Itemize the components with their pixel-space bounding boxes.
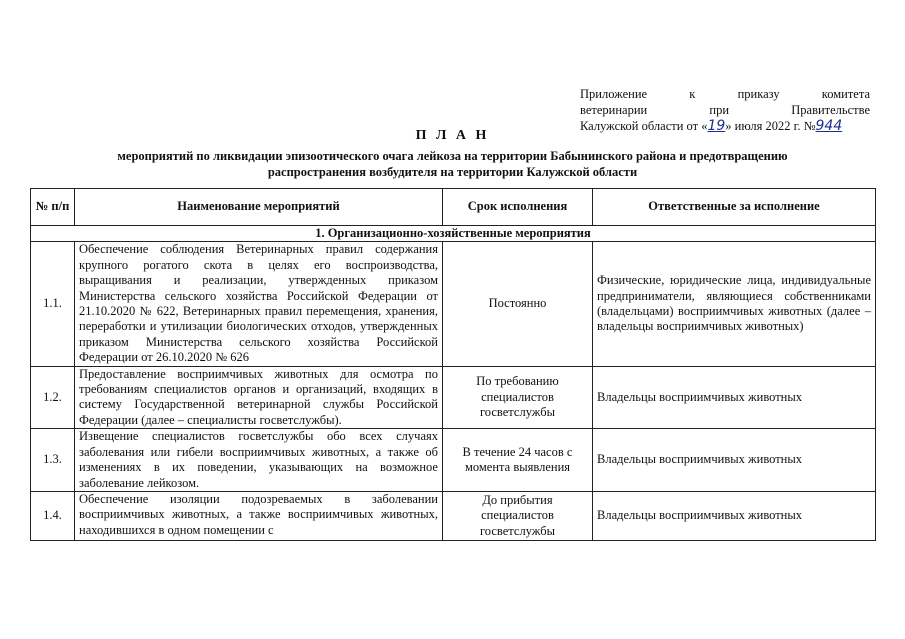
table-row [31, 429, 876, 492]
header-term: Срок исполнения [443, 189, 593, 226]
plan-subtitle-line-1: мероприятий по ликвидации эпизоотического очага лейкоза на территории Бабынинского района и предотвращению [117, 149, 788, 163]
plan-subtitle [0, 148, 905, 180]
row-name: Обеспечение соблюдения Ветеринарных правил содержания крупного рогатого скота в целях его воспроизводства, выращивания и реализации, утвержденных приказом Министерства сельского хозяйства Российской Федерации от 21.10.2020 № 622, Ветеринарных правил перемещения, хранения, переработки и утилизации биологических отходов, утвержденных приказом Министерства сельского хозяйства Российской Федерации от 26.10.2020 № 626 [75, 242, 443, 366]
row-term: В течение 24 часов с момента выявления [443, 429, 593, 492]
row-responsible: Владельцы восприимчивых животных [593, 366, 876, 429]
row-term: До прибытия специалистов госветслужбы [443, 491, 593, 540]
row-name: Извещение специалистов госветслужбы обо всех случаях заболевания или гибели восприимчивых животных, а также об изменениях в их поведении, указывающих на возможное заболевание лейкозом. [75, 429, 443, 492]
section-row [31, 226, 876, 242]
table-header-row [31, 189, 876, 226]
appendix-line-2: ветеринарии при Правительстве [580, 103, 870, 117]
row-num: 1.4. [31, 491, 75, 540]
row-term: Постоянно [443, 242, 593, 366]
appendix-date-prefix: Калужской области от « [580, 119, 708, 133]
header-responsible: Ответственные за исполнение [593, 189, 876, 226]
appendix-block [580, 86, 870, 134]
plan-subtitle-line-2: распространения возбудителя на территории Калужской области [267, 165, 638, 179]
row-num: 1.2. [31, 366, 75, 429]
table-row [31, 491, 876, 540]
table-row [31, 242, 876, 366]
section-title: 1. Организационно-хозяйственные мероприятия [31, 226, 876, 242]
row-name: Предоставление восприимчивых животных для осмотра по требованиям специалистов органов и организаций, входящих в систему Государственной ветеринарной службы Российской Федерации (далее – специалисты госветслужбы). [75, 366, 443, 429]
row-num: 1.1. [31, 242, 75, 366]
handwritten-order-number: 944 [815, 118, 843, 134]
row-num: 1.3. [31, 429, 75, 492]
row-responsible: Владельцы восприимчивых животных [593, 429, 876, 492]
table-row [31, 366, 876, 429]
row-name: Обеспечение изоляции подозреваемых в заболевании восприимчивых животных, а также восприимчивых животных, находившихся в одном помещении с [75, 491, 443, 540]
handwritten-day: 19 [707, 118, 726, 134]
plan-table [30, 188, 876, 541]
header-name: Наименование мероприятий [75, 189, 443, 226]
header-num: № п/п [31, 189, 75, 226]
plan-heading: П Л А Н [415, 128, 490, 143]
row-responsible: Владельцы восприимчивых животных [593, 491, 876, 540]
row-responsible: Физические, юридические лица, индивидуальные предприниматели, являющиеся собственниками (владельцами) восприимчивых животных (далее – владельцы восприимчивых животных) [593, 242, 876, 366]
row-term: По требованию специалистов госветслужбы [443, 366, 593, 429]
appendix-date-suffix: » июля 2022 г. № [725, 119, 816, 133]
appendix-line-1: Приложение к приказу комитета [580, 87, 870, 101]
